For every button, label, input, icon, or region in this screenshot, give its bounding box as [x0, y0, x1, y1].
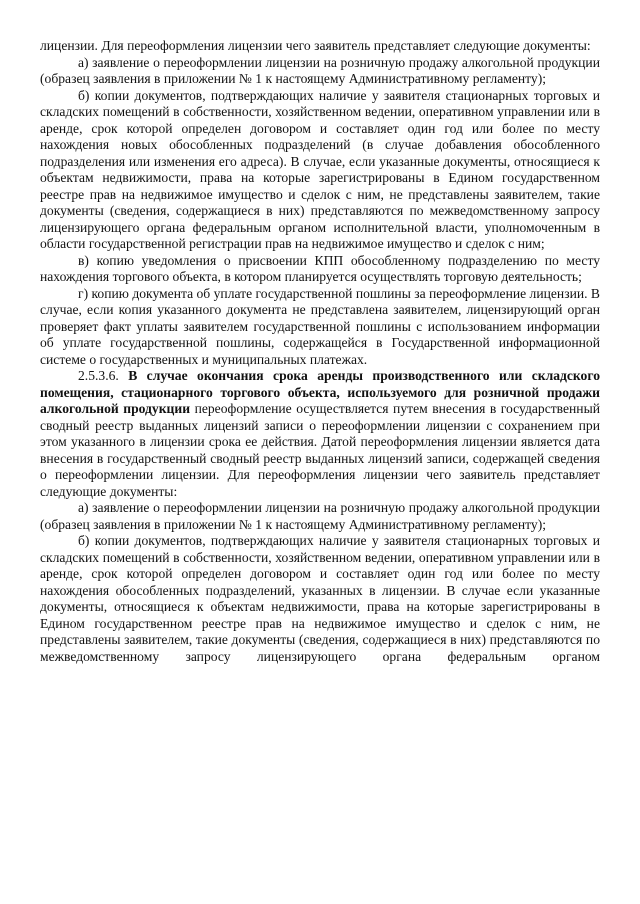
- paragraph-item-a: а) заявление о переоформлении лицензии на розничную продажу алкогольной продукции (образец заявления в приложении № 1 к настоящему Административному регламенту);: [40, 54, 600, 86]
- paragraph-item-g: г) копию документа об уплате государственной пошлины за переоформление лицензии. В случае, если копия указанного документа не представлена заявителем, лицензирующий орган проверяет факт уплаты заявителем государственной пошлины с использованием информации об уплате государственной пошлины, содержащейся в Государственной информационной системе о государственных и муниципальных платежах.: [40, 285, 600, 367]
- section-body: переоформление осуществляется путем внесения в государственный сводный реестр выданных лицензий записи о переоформлении лицензии с сохранением при этом указанного в лицензии срока ее действия. Датой переоформления лицензии является дата внесения в государственный сводный реестр выданных лицензий записи, содержащей сведения о переоформлении лицензии. Для переоформления лицензии чего заявитель представляет следующие документы:: [40, 401, 600, 499]
- paragraph-section-2-5-3-6: [40, 368, 600, 500]
- paragraph-item-b-2: б) копии документов, подтверждающих наличие у заявителя стационарных торговых и складских помещений в собственности, хозяйственном ведении, оперативном управлении или в аренде, срок которой определен договором и составляет один год или более по месту нахождения обособленных подразделений, указанных в лицензии. В случае если указанные документы, относящиеся к объектам недвижимости, права на которые зарегистрированы в Едином государственном реестре прав на недвижимое имущество и сделок с ним, не представлены заявителем, такие документы (сведения, содержащиеся в них) представляются по межведомственному запросу лицензирующего органа федеральным органом: [40, 533, 600, 664]
- paragraph-item-a-2: а) заявление о переоформлении лицензии на розничную продажу алкогольной продукции (образец заявления в приложении № 1 к настоящему Административному регламенту);: [40, 500, 600, 532]
- document-page: [40, 38, 600, 665]
- section-number: 2.5.3.6.: [78, 368, 119, 383]
- paragraph-documents-intro: лицензии. Для переоформления лицензии чего заявитель представляет следующие документы:: [40, 38, 591, 53]
- section-heading-bold: В случае окончания срока аренды производственного или складского помещения, стационарного торгового объекта, используемого для розничной продажи алкогольной продукции: [40, 368, 600, 416]
- paragraph-item-b: б) копии документов, подтверждающих наличие у заявителя стационарных торговых и складских помещений в собственности, хозяйственном ведении, оперативном управлении или в аренде, срок которой определен договором и составляет один год или более по месту нахождения новых обособленных подразделений (в случае добавления обособленного подразделения или изменения его адреса). В случае, если указанные документы, относящиеся к объектам недвижимости, права на которые зарегистрированы в Едином государственном реестре прав на недвижимое имущество и сделок с ним, не представлены заявителем, такие документы (сведения, содержащиеся в них) представляются по межведомственному запросу лицензирующего органа федеральным органом исполнительной власти, уполномоченным в области государственной регистрации прав на недвижимое имущество и сделок с ним;: [40, 87, 600, 251]
- paragraph-item-v: в) копию уведомления о присвоении КПП обособленному подразделению по месту нахождения торгового объекта, в котором планируется осуществлять торговую деятельность;: [40, 252, 600, 284]
